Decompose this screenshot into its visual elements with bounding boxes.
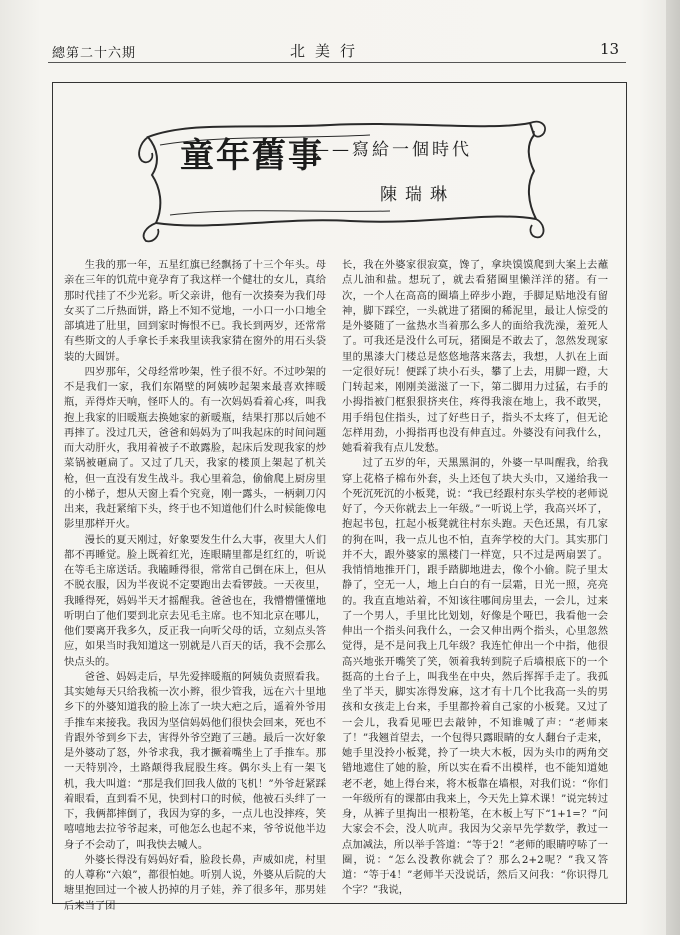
- text-column-left: [64, 258, 326, 912]
- article-author: 陳瑞琳: [380, 185, 455, 205]
- book-spine-shadow: [666, 0, 680, 935]
- paragraph: 爸爸、妈妈走后，早先爱摔暖瓶的阿姨负责照看我。其实她每天只给我梳一次小辫，很少管我，远在六十里地乡下的外婆知道我的脸上冻了一块大疤之后，遥着外爷用手推车来接我。我因为坚信妈妈他们很快会回来，死也不肯跟外爷到乡下去，害得外爷空跑了三趟。最后一次好象是外婆动了怒，外爷求我，我才撅着嘴坐上了手推车。那一天特别冷，土路颠得我屁股生疼。偶尔头上有一架飞机，我大叫道：“那是我们回我人做的飞机！”外爷赶紧踩着眼看，直到看不见，快到村口的时候，他被石头绊了一下，我俩都摔倒了，我因为穿的多，一点儿也没摔疼，笑嘻嘻地去拉爷爷起来，可他怎么也起不来，爷爷说他半边身子不会动了，叫我快去喊人。: [64, 670, 326, 851]
- publication-name: 北美行: [290, 42, 366, 60]
- header-divider: [48, 62, 626, 63]
- article-subtitle: ——寫給一個時代: [312, 140, 472, 160]
- paragraph: 漫长的夏天刚过，好象要发生什么大事，夜里大人们都不再睡觉。脸上既着红光，连眼睛里都是红红的，听说在等毛主席送话。我瞌睡得很，常常自己倒在床上，但从不脱衣服，因为半夜说不定要跑出去看锣鼓。一天夜里，我睡得死，妈妈半天才摇醒我。爸爸也在，我懵懵懂懂地听明白了他们要到北京去见毛主席。也不知北京在哪儿，他们要离开我多久，反正我一向听父母的话，立刻点头答应，如果当时我知道这一别就是八百天的话，我不会那么快点头的。: [64, 533, 326, 668]
- paragraph: 四岁那年，父母经常吵架，性子很不好。不过吵架的不是我们一家，我们东隔壁的阿姨吵起架来最喜欢摔暖瓶，弄得炸天响，怪吓人的。有一次妈妈看着心疼，叫我抱上我家的旧暖瓶去换她家的新暖瓶，结果打那以后她不再摔了。没过几天，爸爸和妈妈为了叫我起床的时间问题而大动肝火，我用着被子不敢露脸，起床后发现我家的炒菜锅被砸扁了。又过了几天，我家的楼顶上架起了机关枪，但一直没有发生战斗。我心里着急，偷偷爬上厨房里的小梯子，想从天窗上看个究竟，刚一露头，一柄刺刀闪出来，我赶紧缩下头，终于也不知道他们什么时候能像电影里那样开火。: [64, 365, 326, 531]
- page-number: 13: [600, 40, 620, 58]
- paragraph: 生我的那一年，五星红旗已经飘扬了十三个年头。母亲在三年的饥荒中竟孕育了我这样一个健壮的女儿，真给那时代挂了不少光彩。听父亲讲，他有一次揍奏为我们母女买了二斤热面饼，路上不知不觉地，一小口一小口地全部填进了肚里，回到家时悔恨不已。我长到两岁，还常常有些斯文的人手拿长手来我里读我家猜在窗外的用石头袋装的大圆饼。: [64, 259, 326, 363]
- paragraph: 外婆长得没有妈妈好看，脸段长鼻，声威如虎，村里的人尊称“六娘”，都很怕她。听别人说，外婆从后院的大塘里抱回过一个被人扔掉的月子娃，养了很多年，那男娃后来当了团: [64, 853, 326, 912]
- paragraph: 过了五岁的年，天黑黑洞的，外婆一早叫醒我，给我穿上花格子棉布外套，头上还包了块大头巾，又递给我一个死沉死沉的小板凳，说：“我已经跟村东头学校的老师说好了，今天你就去上一年级。”一听说上学，我高兴坏了，抱起书包，扛起小板凳就往村东头跑。天色还黑，有几家的狗在叫，我一点儿也不怕，直奔学校的大门。其实那门并不大，跟外婆家的黑楼门一样宽，只不过是两扇罢了。我悄悄地推开门，跟手踏脚地进去，像个小偷。院子里太静了，空无一人，地上白白的有一层霜，日光一照，亮亮的。我直直地站着，不知该往哪间房里去，一会儿，过来了一个男人，手里比比划划，好像是个哑巴，我看他一会伸出一个指头问我什么，一会又伸出两个指头，心里忽然觉得，是不是问我上几年级？我连忙伸出一个中指，他很高兴地张开嘴笑了笑，领着我转到院子后墙根底下的一个挺高的土台子上，叫我坐在中央，然后挥挥手走了。我孤坐了半天，脚实冻得发麻，这才有十几个比我高一头的男孩和女孩走上台来，手里都拎着自己家的小板凳。又过了一会儿，我看见哑巴去敲钟，不知谁喊了声：“老师来了！”我翘首望去，一个包得只露眼睛的女人翻台子走来，她手里没拎小板凳，拎了一块大木板，因为头巾的两角交错地遮住了她的脸，所以实在看不出模样，也不能知道她老不老，她上得台来，将木板靠在墙根，对我们说：“你们一年级所有的课都由我来上，今天先上算术课！”说完转过身，从裤子里掏出一根粉笔，在木板上写下“1+1=？”问大家会不会，没人吭声。我因为父亲早先学数学，教过一点加减法，所以举手答道：“等于2！”老师的眼睛哼哧了一圈，说：“怎么没教你就会了？那么2+2呢？”我又答道：“等于4！”老师半天没说话，然后又问我：“你识得几个字？”我说，: [342, 457, 608, 897]
- article-title: 童年舊事: [180, 136, 324, 176]
- paragraph: 长，我在外婆家很寂寞，馋了，拿块馍馍爬到大案上去蘸点儿油和盐。想玩了，就去看猪圈里懒洋洋的猪。有一次，一个人在高高的圈墙上碎步小跑，手脚足贴地没有留神，脚下踩空，一头就进了猪圈的稀泥里，最让人惊受的是外婆随了一盆热水当着那么多人的面给我洗澡，羞死人了。可我还是没什么可玩，猪圈是不敢去了，忽然发现家里的黑漆大门楼总是悠悠地落来落去，我想，人扒在上面一定很好玩！便踩了块小石头，攀了上去，用脚一蹬，大门转起来，刚刚美滋滋了一下，第二脚用力过猛，右手的小拇指被门框狠狠挤夹住，疼得我滚在地上，我不敢哭，用手绢包住指头，过了好些日子，指头不太疼了，但无论怎样用劲，小拇指再也没有伸直过。外婆没有问我什么，她看着我有点儿发愁。: [342, 259, 608, 454]
- issue-number: 總第二十六期: [52, 46, 137, 61]
- text-column-right: [342, 258, 608, 895]
